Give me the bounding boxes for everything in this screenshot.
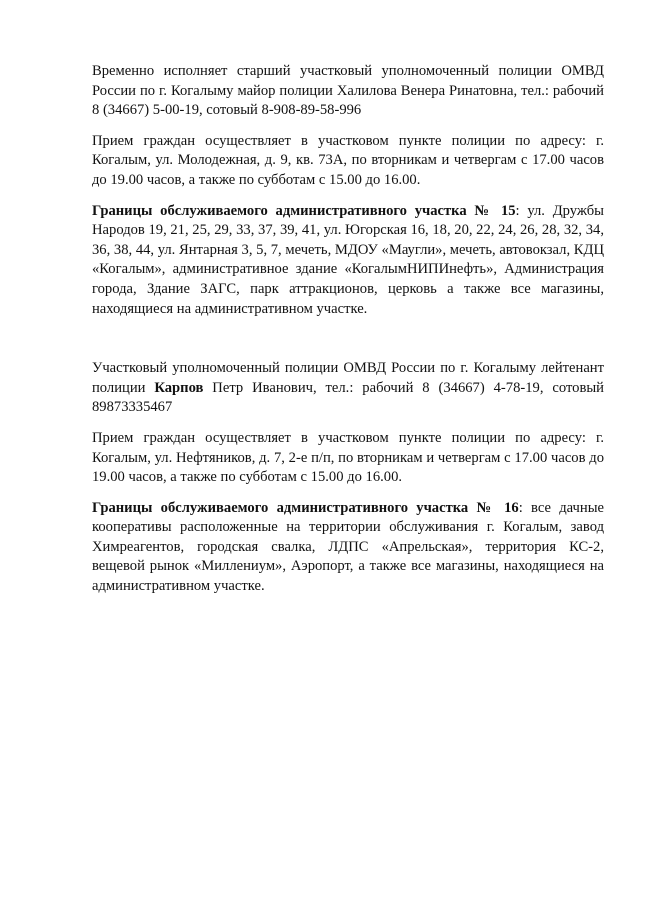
section-1-boundaries-text: : ул. Дружбы Народов 19, 21, 25, 29, 33, 37, 39, 41, ул. Югорская 16, 18, 20, 22, 24, 26, 28, 32, 34, 36, 38, 44, ул. Янтарная 3, 5, 7, мечеть, МДОУ «Маугли», мечеть, автовокзал, КДЦ «Когалым», административное здание «КогалымНИПИнефть», Администрация города, Здание ЗАГС, парк аттракционов, церковь а также все магазины, находящиеся на административном участке.	[92, 202, 604, 317]
section-1-officer-paragraph: Временно исполняет старший участковый уполномоченный полиции ОМВД России по г. Когалыму майор полиции Халилова Венера Ринатовна, тел.: рабочий 8 (34667) 5-00-19, сотовый 8-908-89-58-996	[92, 63, 604, 119]
section-2-officer-after: Петр Иванович, тел.: рабочий 8 (34667) 4-78-19, сотовый 89873335467	[92, 379, 604, 416]
section-1-boundaries-paragraph	[92, 202, 604, 320]
document-page	[92, 62, 604, 597]
section-2-officer-before: Участковый уполномоченный полиции ОМВД России по г. Когалыму лейтенант полиции	[92, 360, 604, 396]
section-1-boundaries-heading: Границы обслуживаемого административного участка № 15	[92, 202, 516, 219]
section-2-boundaries-paragraph	[92, 499, 604, 597]
section-1-reception-paragraph: Прием граждан осуществляет в участковом пункте полиции по адресу: г. Когалым, ул. Молодежная, д. 9, кв. 73А, по вторникам и четвергам с 17.00 часов до 19.00 часов, а также по субботам с 15.00 до 16.00.	[92, 132, 604, 188]
section-2-officer-paragraph	[92, 359, 604, 418]
section-2-boundaries-text: : все дачные кооперативы расположенные на территории обслуживания г. Когалым, завод Химреагентов, городская свалка, ЛДПС «Апрельская», территория КС-2, вещевой рынок «Миллениум», Аэропорт, а также все магазины, находящиеся на административном участке.	[92, 499, 604, 595]
section-2-officer-name: Карпов	[154, 379, 204, 396]
section-2-boundaries-heading: Границы обслуживаемого административного участка № 16	[92, 499, 519, 516]
section-2-reception-paragraph: Прием граждан осуществляет в участковом пункте полиции по адресу: г. Когалым, ул. Нефтяников, д. 7, 2-е п/п, по вторникам и четвергам с 17.00 часов до 19.00 часов, а также по субботам с 15.00 до 16.00.	[92, 429, 604, 486]
